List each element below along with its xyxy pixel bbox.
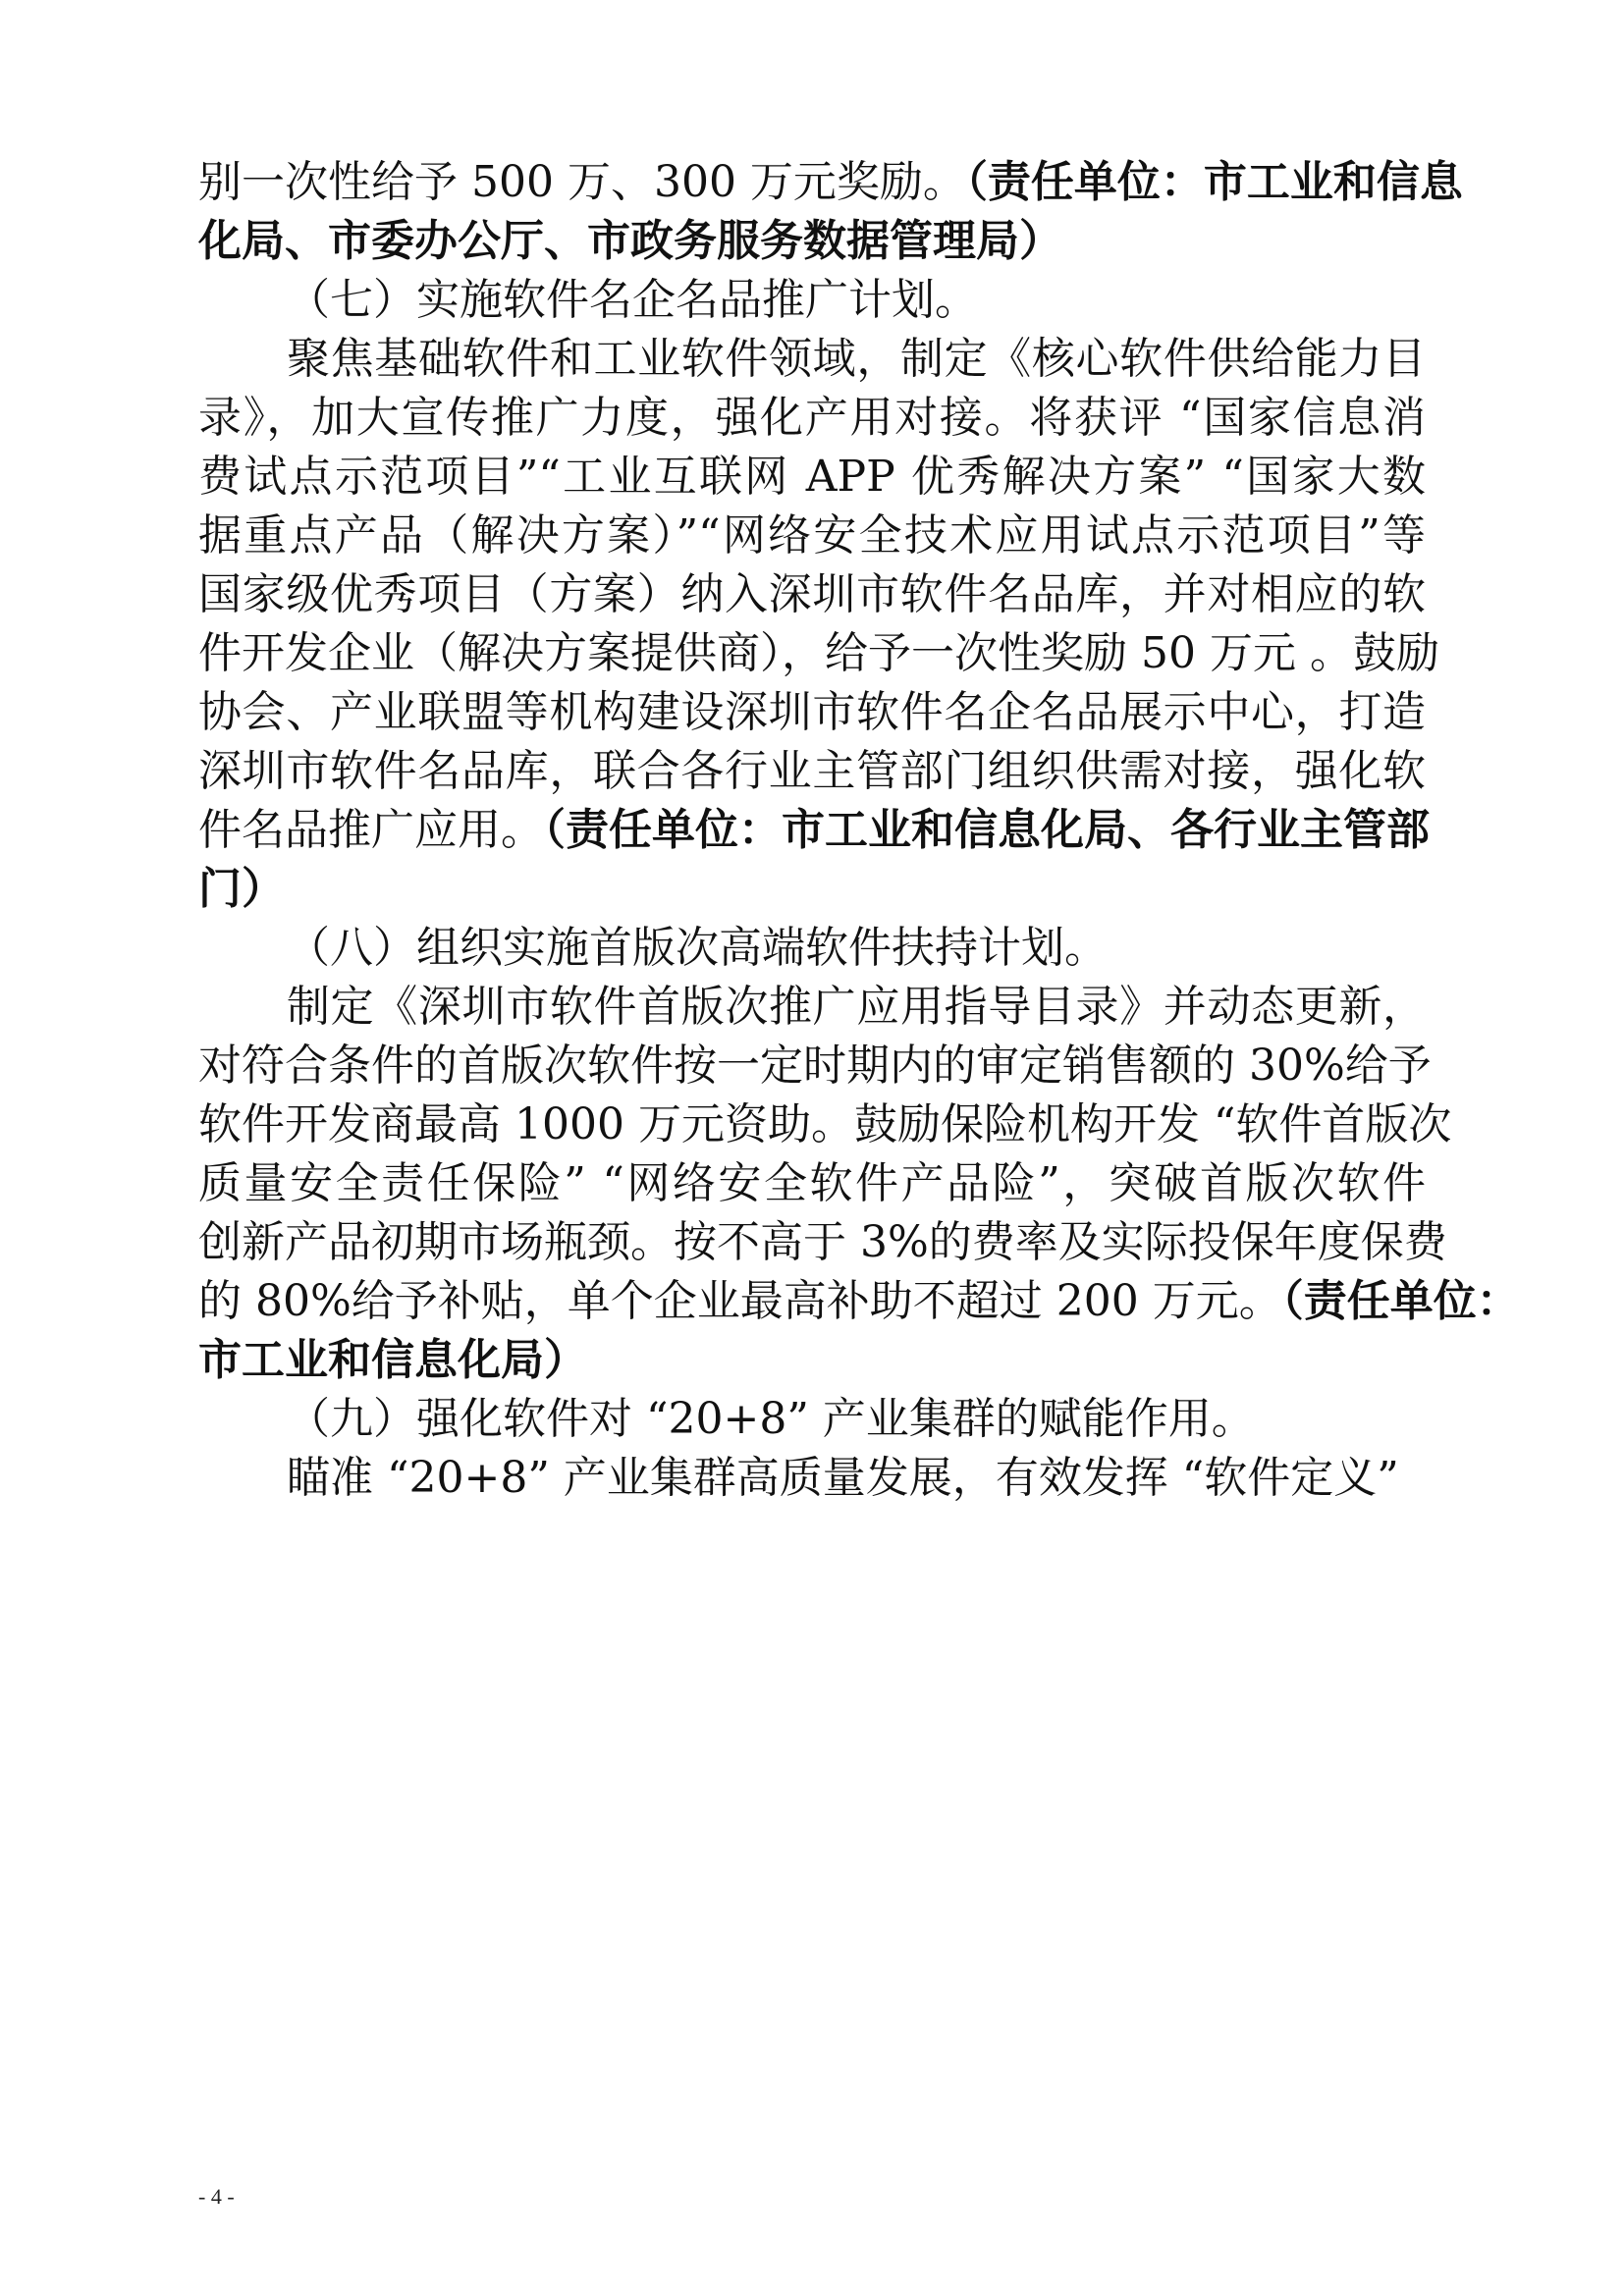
- section-heading-text: （九）强化软件对 “20+8” 产业集群的赋能作用。: [287, 1394, 1255, 1444]
- page-number: - 4 -: [198, 2184, 235, 2209]
- paragraph-line: [287, 980, 1426, 1035]
- paragraph-line: [198, 508, 1426, 563]
- responsible-unit-text: 化局、市委办公厅、市政务服务数据管理局）: [198, 216, 1062, 266]
- paragraph-line: [287, 332, 1426, 387]
- section-heading-text: （七）实施软件名企名品推广计划。: [287, 275, 978, 325]
- responsible-unit-text: 市工业和信息化局）: [198, 1335, 587, 1385]
- paragraph-line: [198, 567, 1426, 622]
- section-heading: [287, 921, 1426, 976]
- paragraph-line: [198, 391, 1426, 446]
- paragraph-line: [198, 803, 1430, 858]
- section-heading-text: （八）组织实施首版次高端软件扶持计划。: [287, 923, 1108, 973]
- line-text: 国家级优秀项目（方案）纳入深圳市软件名品库，并对相应的软: [198, 569, 1426, 619]
- paragraph-line: [198, 155, 1463, 210]
- line-text: 件名品推广应用。: [198, 805, 544, 855]
- responsible-unit-text: （责任单位：市工业和信息: [965, 157, 1463, 207]
- section-heading: [287, 1392, 1426, 1447]
- line-text: 录》，加大宣传推广力度，强化产用对接。将获评 “国家信息消: [198, 393, 1426, 443]
- paragraph-line: [198, 1039, 1432, 1094]
- line-text: 制定《深圳市软件首版次推广应用指导目录》并动态更新，: [287, 982, 1426, 1032]
- paragraph-line: [198, 214, 1426, 269]
- paragraph-line: [198, 626, 1439, 681]
- line-text: 的 80%给予补贴，单个企业最高补助不超过 200 万元。: [198, 1276, 1282, 1326]
- paragraph-line: [198, 744, 1426, 799]
- line-text: 别一次性给予 500 万、300 万元奖励。: [198, 157, 966, 207]
- paragraph-line: [198, 1097, 1452, 1152]
- responsible-unit-text: （责任单位：: [1281, 1276, 1520, 1326]
- paragraph-line: [198, 862, 1426, 917]
- paragraph-line: [287, 1451, 1426, 1506]
- line-text: 瞄准 “20+8” 产业集群高质量发展，有效发挥 “软件定义”: [287, 1453, 1399, 1503]
- line-text: 据重点产品（解决方案）”“网络安全技术应用试点示范项目”等: [198, 510, 1426, 561]
- paragraph-line: [198, 450, 1426, 505]
- paragraph-line: [198, 1215, 1447, 1270]
- responsible-unit-text: （责任单位：市工业和信息化局、各行业主管部: [544, 805, 1430, 855]
- line-text: 创新产品初期市场瓶颈。按不高于 3%的费率及实际投保年度保费: [198, 1217, 1447, 1267]
- line-text: 软件开发商最高 1000 万元资助。鼓励保险机构开发 “软件首版次: [198, 1099, 1452, 1149]
- line-text: 聚焦基础软件和工业软件领域，制定《核心软件供给能力目: [287, 334, 1426, 384]
- paragraph-line: [198, 1274, 1520, 1329]
- paragraph-line: [198, 1156, 1426, 1211]
- line-text: 深圳市软件名品库，联合各行业主管部门组织供需对接，强化软: [198, 746, 1426, 796]
- responsible-unit-text: 门）: [198, 864, 285, 914]
- line-text: 件开发企业（解决方案提供商），给予一次性奖励 50 万元 。鼓励: [198, 628, 1439, 678]
- section-heading: [287, 273, 1426, 328]
- paragraph-line: [198, 685, 1426, 740]
- paragraph-line: [198, 1333, 1426, 1388]
- line-text: 费试点示范项目”“工业互联网 APP 优秀解决方案” “国家大数: [198, 452, 1426, 502]
- line-text: 质量安全责任保险” “网络安全软件产品险”，突破首版次软件: [198, 1158, 1426, 1208]
- line-text: 对符合条件的首版次软件按一定时期内的审定销售额的 30%给予: [198, 1041, 1432, 1091]
- line-text: 协会、产业联盟等机构建设深圳市软件名企名品展示中心，打造: [198, 687, 1426, 737]
